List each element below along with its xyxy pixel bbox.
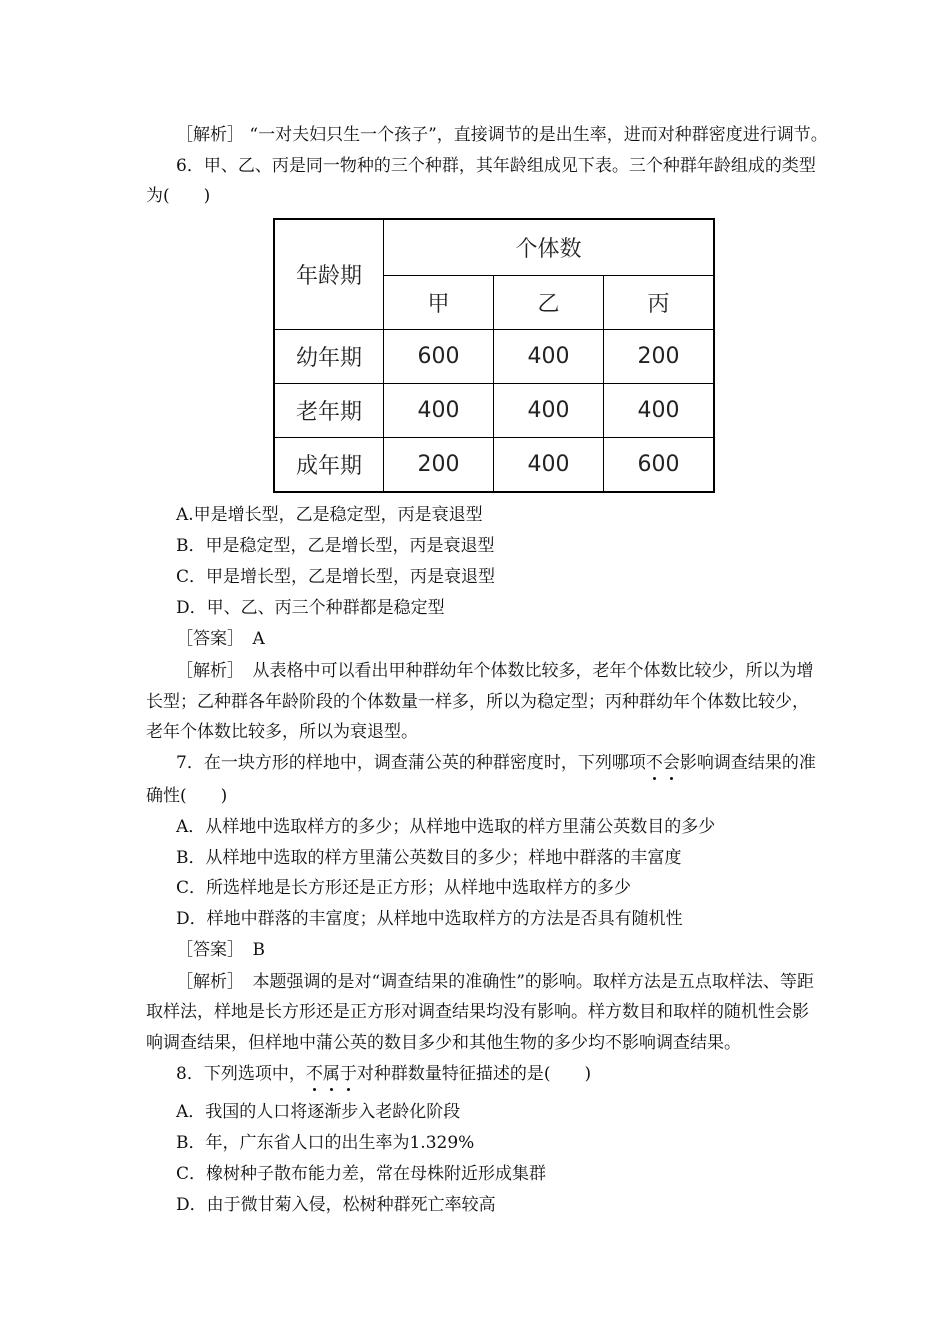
- column-header-yi: 乙: [494, 276, 604, 330]
- table-cell: 600: [604, 438, 715, 493]
- table-row: [274, 384, 714, 438]
- q8-option-c: C．橡树种子散布能力差，常在母株附近形成集群: [176, 1164, 547, 1184]
- q7-analysis-line3: 响调查结果，但样地中蒲公英的数目多少和其他生物的多少均不影响调查结果。: [146, 1033, 741, 1053]
- table-cell: 400: [384, 384, 494, 438]
- analysis-tag: ［解析］: [176, 125, 244, 145]
- q8-option-b: B．年，广东省人口的出生率为1.329%: [176, 1133, 475, 1153]
- q8-stem-pre: 8．下列选项中，: [176, 1064, 306, 1084]
- q8-emphasis: [306, 1064, 357, 1084]
- q7-stem-line1: [176, 751, 816, 775]
- q6-stem-line1: 6．甲、乙、丙是同一物种的三个种群，其年龄组成见下表。三个种群年龄组成的类型: [176, 156, 816, 176]
- q7-stem-line2: 确性( ): [146, 786, 228, 806]
- q6-option-a: A.甲是增长型，乙是稳定型，丙是衰退型: [176, 505, 483, 525]
- table-header-age: 年龄期: [274, 219, 384, 330]
- column-header-jia: 甲: [384, 276, 494, 330]
- table-cell: 600: [384, 330, 494, 384]
- q8-stem: [176, 1062, 591, 1086]
- q8-option-d: D．由于微甘菊入侵，松树种群死亡率较高: [176, 1195, 496, 1215]
- q7-stem-pre: 7．在一块方形的样地中，调查蒲公英的种群密度时，下列哪项: [176, 753, 646, 773]
- q6-stem-line2: 为( ): [146, 186, 211, 206]
- emphasis-char: 属: [322, 1064, 340, 1084]
- q6-analysis-line1: ［解析］ 从表格中可以看出甲种群幼年个体数比较多，老年个体数比较少，所以为增: [176, 661, 814, 681]
- q7-emphasis: [646, 753, 680, 773]
- q6-answer: ［答案］ A: [176, 629, 265, 649]
- emphasis-char: 不: [645, 753, 663, 773]
- row-label: 幼年期: [274, 330, 384, 384]
- q8-stem-post: 对种群数量特征描述的是( ): [356, 1064, 592, 1084]
- table-cell: 200: [384, 438, 494, 493]
- q7-answer: ［答案］ B: [176, 940, 265, 960]
- table-cell: 400: [494, 330, 604, 384]
- q6-option-b: B．甲是稳定型，乙是增长型，丙是衰退型: [176, 536, 495, 556]
- age-structure-table: [273, 218, 715, 493]
- table-cell: 400: [494, 384, 604, 438]
- row-label: 成年期: [274, 438, 384, 493]
- q6-analysis-line2: 长型；乙种群各年龄阶段的个体数量一样多，所以为稳定型；丙种群幼年个体数比较少，: [146, 692, 809, 712]
- emphasis-char: 会: [662, 753, 680, 773]
- emphasis-char: 不: [305, 1064, 323, 1084]
- table-cell: 400: [604, 384, 715, 438]
- column-header-bing: 丙: [604, 276, 715, 330]
- q6-option-c: C．甲是增长型，乙是增长型，丙是衰退型: [176, 567, 496, 587]
- q7-option-d: D．样地中群落的丰富度；从样地中选取样方的方法是否具有随机性: [176, 909, 683, 929]
- row-label: 老年期: [274, 384, 384, 438]
- table-header-count: 个体数: [384, 219, 715, 276]
- q7-option-a: A．从样地中选取样方的多少；从样地中选取的样方里蒲公英数目的多少: [176, 817, 716, 837]
- analysis-text: “一对夫妇只生一个孩子”，直接调节的是出生率，进而对种群密度进行调节。: [249, 125, 828, 145]
- q7-stem-post: 影响调查结果的准: [679, 753, 816, 773]
- emphasis-char: 于: [339, 1064, 357, 1084]
- table-cell: 200: [604, 330, 715, 384]
- q7-analysis-line1: ［解析］ 本题强调的是对“调查结果的准确性”的影响。取样方法是五点取样法、等距: [176, 972, 814, 992]
- q6-analysis-line3: 老年个体数比较多，所以为衰退型。: [146, 722, 418, 742]
- q7-option-b: B．从样地中选取的样方里蒲公英数目的多少；样地中群落的丰富度: [176, 848, 682, 868]
- q6-option-d: D．甲、乙、丙三个种群都是稳定型: [176, 598, 445, 618]
- intro-analysis: [176, 123, 828, 147]
- table-row: [274, 438, 714, 493]
- q8-option-a: A．我国的人口将逐渐步入老龄化阶段: [176, 1102, 461, 1122]
- q7-analysis-line2: 取样法，样地是长方形还是正方形对调查结果均没有影响。样方数目和取样的随机性会影: [146, 1002, 809, 1022]
- table-row: [274, 330, 714, 384]
- q7-option-c: C．所选样地是长方形还是正方形；从样地中选取样方的多少: [176, 878, 632, 898]
- table-cell: 400: [494, 438, 604, 493]
